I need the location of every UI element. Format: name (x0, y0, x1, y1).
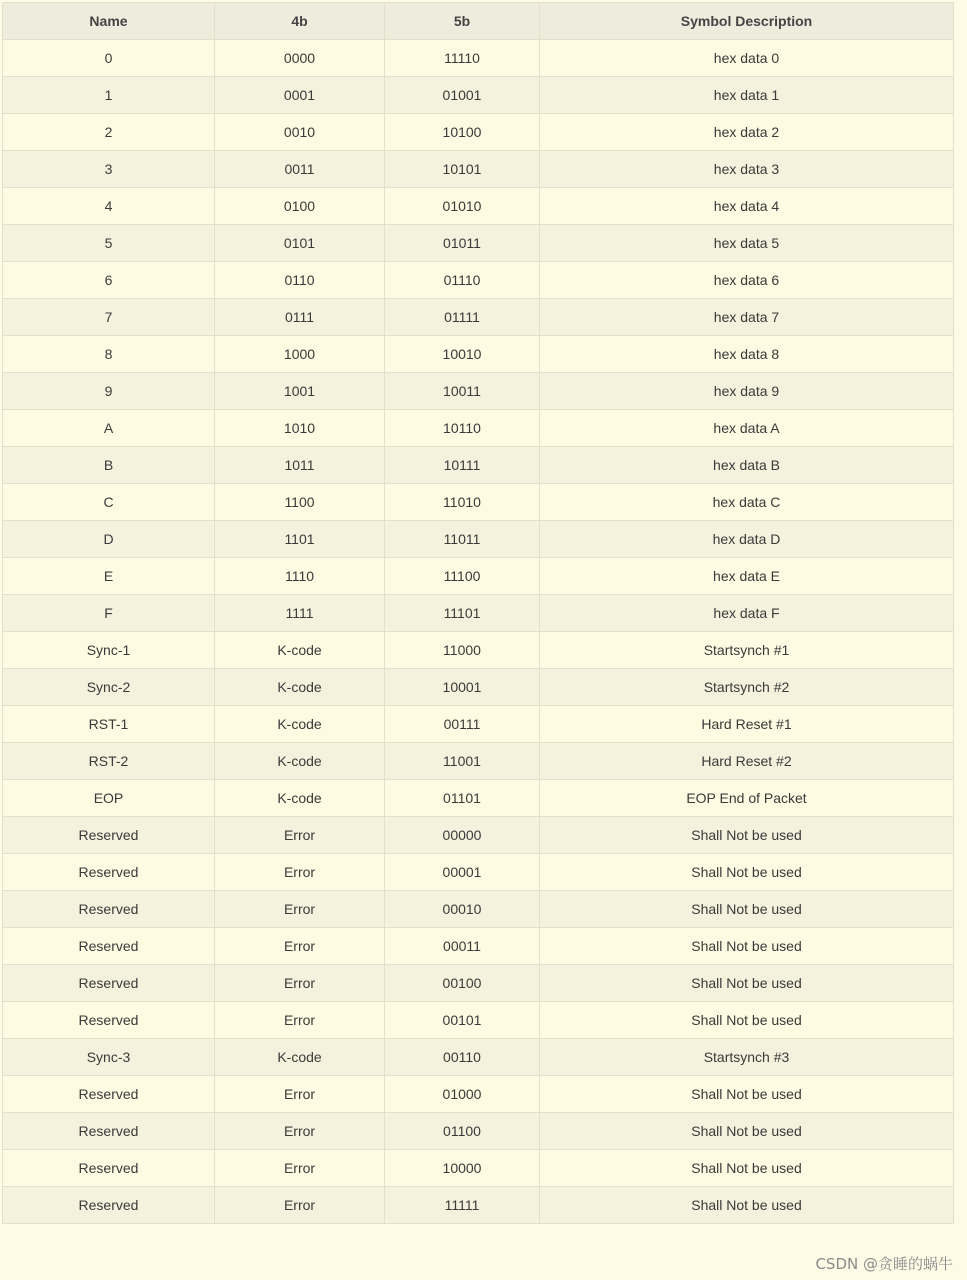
table-row (3, 817, 954, 854)
cell-5b: 00010 (385, 891, 540, 928)
table-row (3, 595, 954, 632)
cell-name: 5 (3, 225, 215, 262)
table-row (3, 188, 954, 225)
cell-4b: Error (215, 1187, 385, 1224)
cell-5b: 01100 (385, 1113, 540, 1150)
cell-name: 8 (3, 336, 215, 373)
cell-5b: 01111 (385, 299, 540, 336)
cell-description: hex data A (540, 410, 954, 447)
table-row (3, 854, 954, 891)
cell-description: Hard Reset #1 (540, 706, 954, 743)
cell-4b: K-code (215, 743, 385, 780)
cell-name: 7 (3, 299, 215, 336)
cell-name: RST-1 (3, 706, 215, 743)
cell-5b: 10100 (385, 114, 540, 151)
cell-4b: 1101 (215, 521, 385, 558)
cell-4b: 1010 (215, 410, 385, 447)
cell-description: hex data E (540, 558, 954, 595)
cell-5b: 10101 (385, 151, 540, 188)
encoding-table (2, 2, 954, 1224)
cell-name: Reserved (3, 1076, 215, 1113)
cell-5b: 10001 (385, 669, 540, 706)
cell-4b: 0100 (215, 188, 385, 225)
cell-4b: K-code (215, 780, 385, 817)
column-header-name: Name (3, 3, 215, 40)
table-row (3, 669, 954, 706)
cell-name: E (3, 558, 215, 595)
cell-name: D (3, 521, 215, 558)
cell-description: Shall Not be used (540, 928, 954, 965)
table-row (3, 632, 954, 669)
cell-description: Hard Reset #2 (540, 743, 954, 780)
table-row (3, 447, 954, 484)
cell-description: hex data 5 (540, 225, 954, 262)
cell-4b: K-code (215, 706, 385, 743)
cell-4b: K-code (215, 632, 385, 669)
cell-description: hex data 2 (540, 114, 954, 151)
table-row (3, 558, 954, 595)
table-row (3, 891, 954, 928)
cell-4b: 0010 (215, 114, 385, 151)
cell-5b: 01000 (385, 1076, 540, 1113)
cell-name: Reserved (3, 965, 215, 1002)
table-row (3, 299, 954, 336)
table-row (3, 1076, 954, 1113)
table-row (3, 151, 954, 188)
table-row (3, 225, 954, 262)
cell-description: hex data 9 (540, 373, 954, 410)
cell-description: hex data C (540, 484, 954, 521)
cell-5b: 10011 (385, 373, 540, 410)
cell-4b: 1111 (215, 595, 385, 632)
cell-description: Shall Not be used (540, 1187, 954, 1224)
cell-name: Sync-2 (3, 669, 215, 706)
cell-name: Reserved (3, 817, 215, 854)
cell-name: Reserved (3, 1002, 215, 1039)
column-header-symbol-description: Symbol Description (540, 3, 954, 40)
table-row (3, 40, 954, 77)
cell-5b: 11010 (385, 484, 540, 521)
cell-description: hex data 0 (540, 40, 954, 77)
cell-5b: 11011 (385, 521, 540, 558)
cell-name: RST-2 (3, 743, 215, 780)
cell-description: Shall Not be used (540, 965, 954, 1002)
cell-description: EOP End of Packet (540, 780, 954, 817)
cell-5b: 01011 (385, 225, 540, 262)
table-row (3, 1150, 954, 1187)
cell-name: 6 (3, 262, 215, 299)
cell-4b: 1000 (215, 336, 385, 373)
cell-description: hex data 3 (540, 151, 954, 188)
column-header-5b: 5b (385, 3, 540, 40)
cell-name: Sync-3 (3, 1039, 215, 1076)
cell-4b: 1110 (215, 558, 385, 595)
cell-description: hex data D (540, 521, 954, 558)
cell-description: hex data B (540, 447, 954, 484)
table-row (3, 1113, 954, 1150)
cell-4b: 1011 (215, 447, 385, 484)
cell-name: Sync-1 (3, 632, 215, 669)
cell-5b: 11001 (385, 743, 540, 780)
cell-5b: 01001 (385, 77, 540, 114)
cell-4b: 0101 (215, 225, 385, 262)
table-header (3, 3, 954, 40)
cell-4b: Error (215, 928, 385, 965)
cell-description: Shall Not be used (540, 1076, 954, 1113)
cell-name: 9 (3, 373, 215, 410)
cell-description: hex data 6 (540, 262, 954, 299)
cell-name: 2 (3, 114, 215, 151)
cell-description: hex data 4 (540, 188, 954, 225)
cell-4b: Error (215, 1150, 385, 1187)
cell-5b: 11000 (385, 632, 540, 669)
cell-4b: K-code (215, 1039, 385, 1076)
cell-name: 3 (3, 151, 215, 188)
cell-4b: Error (215, 817, 385, 854)
cell-description: Shall Not be used (540, 1150, 954, 1187)
table-row (3, 965, 954, 1002)
table-row (3, 114, 954, 151)
cell-5b: 11100 (385, 558, 540, 595)
cell-name: 1 (3, 77, 215, 114)
cell-description: Shall Not be used (540, 1002, 954, 1039)
table-row (3, 706, 954, 743)
cell-4b: 0111 (215, 299, 385, 336)
cell-name: Reserved (3, 1150, 215, 1187)
cell-description: hex data 8 (540, 336, 954, 373)
cell-4b: Error (215, 891, 385, 928)
cell-5b: 01101 (385, 780, 540, 817)
cell-4b: Error (215, 854, 385, 891)
table-body (3, 40, 954, 1224)
cell-5b: 00001 (385, 854, 540, 891)
cell-name: B (3, 447, 215, 484)
header-row (3, 3, 954, 40)
cell-5b: 00110 (385, 1039, 540, 1076)
table-row (3, 780, 954, 817)
cell-4b: 1100 (215, 484, 385, 521)
cell-description: Shall Not be used (540, 891, 954, 928)
cell-4b: 0001 (215, 77, 385, 114)
encoding-table-container (2, 2, 953, 1224)
cell-5b: 00000 (385, 817, 540, 854)
column-header-4b: 4b (215, 3, 385, 40)
cell-5b: 01110 (385, 262, 540, 299)
cell-4b: 1001 (215, 373, 385, 410)
cell-name: 0 (3, 40, 215, 77)
cell-5b: 00111 (385, 706, 540, 743)
cell-description: Shall Not be used (540, 817, 954, 854)
cell-5b: 00101 (385, 1002, 540, 1039)
cell-4b: 0011 (215, 151, 385, 188)
cell-name: F (3, 595, 215, 632)
cell-description: hex data 7 (540, 299, 954, 336)
table-row (3, 743, 954, 780)
cell-name: 4 (3, 188, 215, 225)
cell-5b: 10110 (385, 410, 540, 447)
cell-description: Startsynch #2 (540, 669, 954, 706)
cell-5b: 11101 (385, 595, 540, 632)
cell-name: Reserved (3, 1187, 215, 1224)
table-row (3, 1187, 954, 1224)
cell-name: EOP (3, 780, 215, 817)
cell-4b: Error (215, 1002, 385, 1039)
cell-description: hex data F (540, 595, 954, 632)
cell-5b: 10111 (385, 447, 540, 484)
cell-5b: 00100 (385, 965, 540, 1002)
table-row (3, 336, 954, 373)
table-row (3, 373, 954, 410)
cell-4b: K-code (215, 669, 385, 706)
table-row (3, 1002, 954, 1039)
cell-5b: 10010 (385, 336, 540, 373)
cell-description: Shall Not be used (540, 1113, 954, 1150)
cell-name: Reserved (3, 928, 215, 965)
table-row (3, 928, 954, 965)
cell-4b: Error (215, 965, 385, 1002)
cell-5b: 11111 (385, 1187, 540, 1224)
cell-4b: Error (215, 1076, 385, 1113)
cell-name: Reserved (3, 1113, 215, 1150)
cell-4b: 0000 (215, 40, 385, 77)
table-row (3, 484, 954, 521)
table-row (3, 1039, 954, 1076)
table-row (3, 262, 954, 299)
table-row (3, 521, 954, 558)
cell-5b: 01010 (385, 188, 540, 225)
cell-5b: 11110 (385, 40, 540, 77)
cell-description: Startsynch #3 (540, 1039, 954, 1076)
cell-description: hex data 1 (540, 77, 954, 114)
cell-name: A (3, 410, 215, 447)
cell-description: Shall Not be used (540, 854, 954, 891)
cell-5b: 10000 (385, 1150, 540, 1187)
cell-4b: 0110 (215, 262, 385, 299)
cell-4b: Error (215, 1113, 385, 1150)
cell-description: Startsynch #1 (540, 632, 954, 669)
watermark: CSDN @贪睡的蜗牛 (815, 1255, 953, 1273)
cell-5b: 00011 (385, 928, 540, 965)
table-row (3, 410, 954, 447)
table-row (3, 77, 954, 114)
cell-name: Reserved (3, 891, 215, 928)
cell-name: C (3, 484, 215, 521)
cell-name: Reserved (3, 854, 215, 891)
